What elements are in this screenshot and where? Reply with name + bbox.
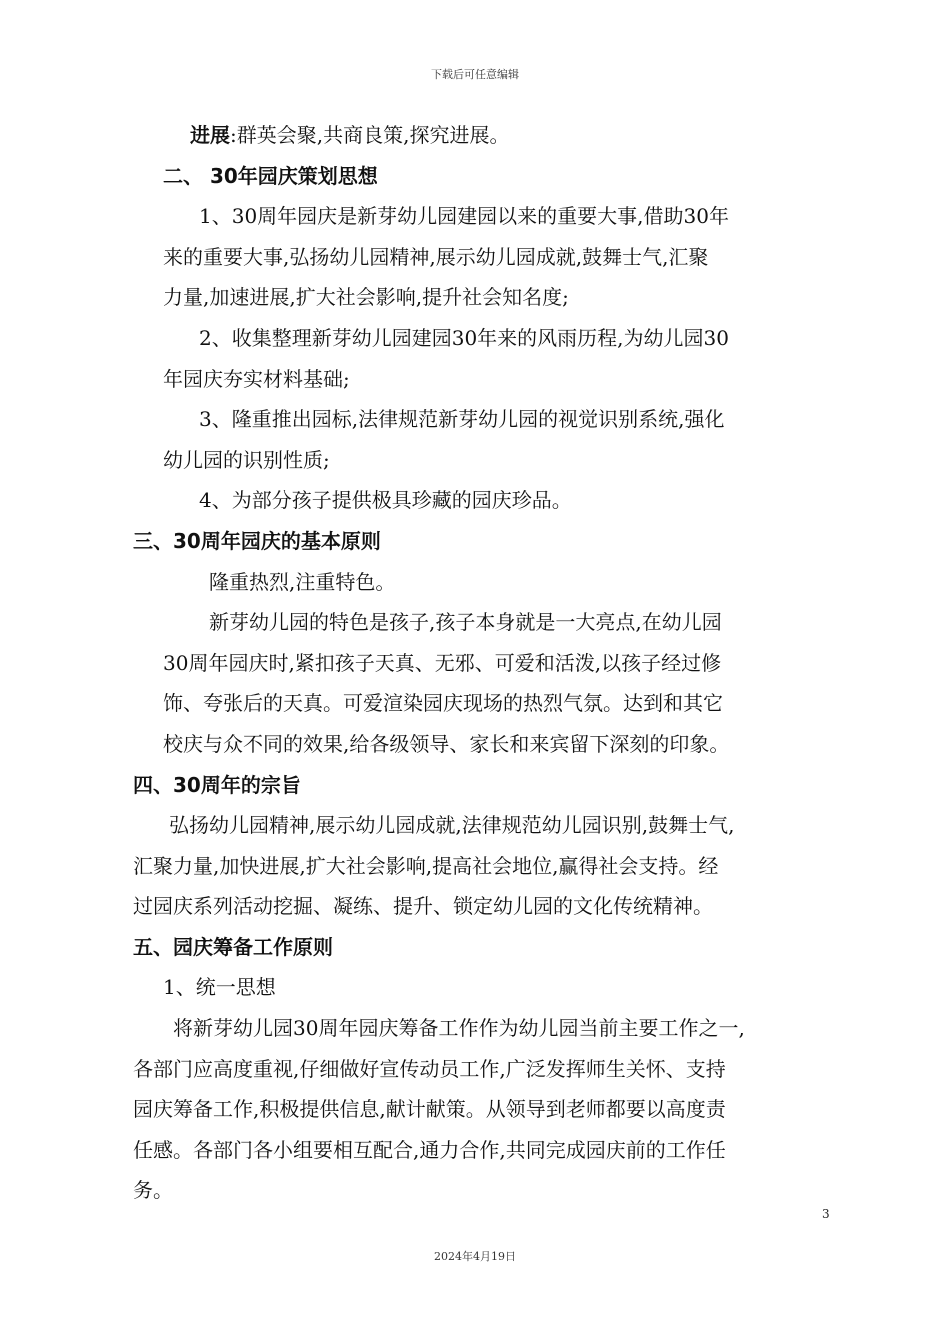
paragraph-line: 来的重要大事,弘扬幼儿园精神,展示幼儿园成就,鼓舞士气,汇聚 [163,244,709,269]
paragraph-line [133,115,833,156]
page-header: 下载后可任意编辑 [431,68,519,81]
paragraph-line: 务。 [133,1178,173,1203]
page-number: 3 [822,1207,830,1221]
paragraph-line: 3、隆重推出园标,法律规范新芽幼儿园的视觉识别系统,强化 [199,407,725,432]
section-heading-5: 五、园庆筹备工作原则 [133,934,333,959]
paragraph-line: 园庆筹备工作,积极提供信息,献计献策。从领导到老师都要以高度责 [133,1097,726,1122]
section-heading-2: 二、 30年园庆策划思想 [163,163,378,188]
paragraph-line: 幼儿园的识别性质; [163,447,330,472]
paragraph-line: 4、为部分孩子提供极具珍藏的园庆珍品。 [199,488,572,513]
paragraph-line: 任感。各部门各小组要相互配合,通力合作,共同完成园庆前的工作任 [133,1137,726,1162]
paragraph-line: 年园庆夯实材料基础; [163,366,350,391]
inline-text: :群英会聚,共商良策,探究进展。 [230,123,510,147]
paragraph-line: 将新芽幼儿园30周年园庆筹备工作作为幼儿园当前主要工作之一, [173,1016,745,1041]
paragraph-line: 隆重热烈,注重特色。 [209,569,396,594]
paragraph-line: 30周年园庆时,紧扣孩子天真、无邪、可爱和活泼,以孩子经过修 [163,650,722,675]
paragraph-line: 各部门应高度重视,仔细做好宣传动员工作,广泛发挥师生关怀、支持 [133,1056,726,1081]
paragraph-line: 饰、夸张后的天真。可爱渲染园庆现场的热烈气氛。达到和其它 [163,691,723,716]
paragraph-line: 2、收集整理新芽幼儿园建园30年来的风雨历程,为幼儿园30 [199,325,729,350]
section-heading-3: 三、30周年园庆的基本原则 [133,528,381,553]
paragraph-line: 新芽幼儿园的特色是孩子,孩子本身就是一大亮点,在幼儿园 [209,610,722,635]
paragraph-line: 过园庆系列活动挖掘、凝练、提升、锁定幼儿园的文化传统精神。 [133,894,713,919]
paragraph-line: 1、统一思想 [163,975,276,1000]
paragraph-line: 1、30周年园庆是新芽幼儿园建园以来的重要大事,借助30年 [199,204,729,229]
paragraph-line: 校庆与众不同的效果,给各级领导、家长和来宾留下深刻的印象。 [163,731,730,756]
section-heading-4: 四、30周年的宗旨 [133,772,301,797]
paragraph-line: 力量,加速进展,扩大社会影响,提升社会知名度; [163,285,569,310]
paragraph-line: 汇聚力量,加快进展,扩大社会影响,提高社会地位,赢得社会支持。经 [133,853,719,878]
document-body [133,115,833,1211]
inline-heading: 进展 [190,123,230,147]
paragraph-line: 弘扬幼儿园精神,展示幼儿园成就,法律规范幼儿园识别,鼓舞士气, [169,813,735,838]
page-footer-date: 2024年4月19日 [434,1250,516,1263]
